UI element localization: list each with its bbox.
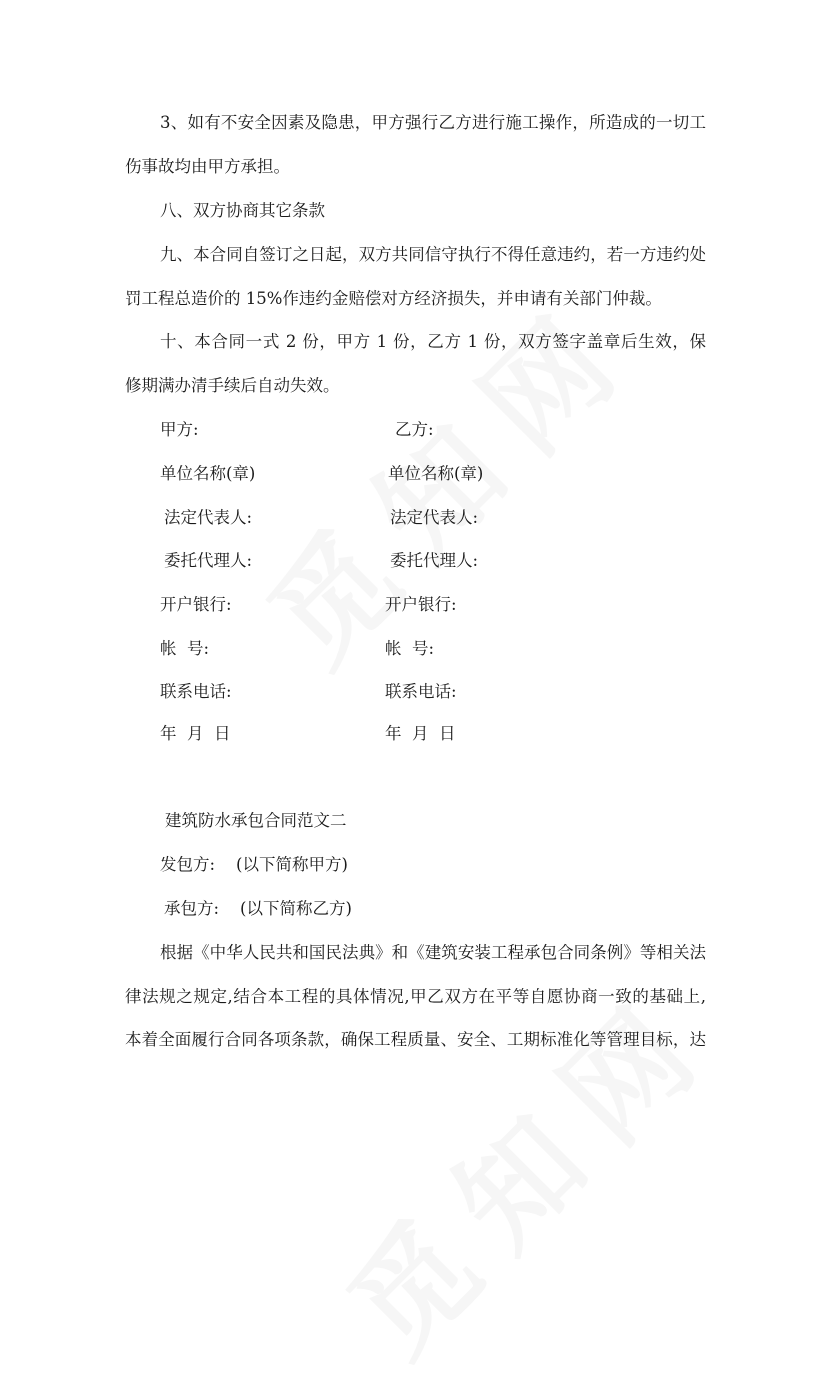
party-b-account: 帐 号: [385, 639, 435, 658]
clause-8: 八、双方协商其它条款 [160, 201, 325, 220]
party-a-agent: 委托代理人: [164, 551, 253, 570]
party-a-phone: 联系电话: [160, 682, 232, 701]
party-a-date: 年 月 日 [160, 724, 231, 743]
party-b-unit: 单位名称(章) [388, 464, 484, 483]
party-b-phone: 联系电话: [385, 682, 457, 701]
party-b-bank: 开户银行: [385, 595, 457, 614]
intro-paragraph-line-2: 律法规之规定,结合本工程的具体情况,甲乙双方在平等自愿协商一致的基础上, [125, 987, 706, 1006]
party-a-unit: 单位名称(章) [160, 464, 256, 483]
intro-paragraph-line-1: 根据《中华人民共和国民法典》和《建筑安装工程承包合同条例》等相关法 [160, 943, 706, 962]
employer-line: 发包方: (以下简称甲方) [160, 855, 348, 874]
intro-paragraph-line-3: 本着全面履行合同各项条款，确保工程质量、安全、工期标准化等管理目标，达 [125, 1030, 706, 1049]
clause-10-line-2: 修期满办清手续后自动失效。 [125, 376, 340, 395]
clause-3-line-2: 伤事故均由甲方承担。 [125, 157, 290, 176]
watermark-bottom [305, 946, 745, 1386]
contractor-line: 承包方: (以下简称乙方) [164, 899, 352, 918]
party-a-legal-rep: 法定代表人: [164, 508, 253, 527]
clause-3-line-1: 3、如有不安全因素及隐患，甲方强行乙方进行施工操作，所造成的一切工 [160, 113, 706, 132]
party-a-label: 甲方: [160, 420, 199, 439]
contract-two-title: 建筑防水承包合同范文二 [165, 811, 347, 830]
clause-10-line-1: 十、本合同一式 2 份，甲方 1 份，乙方 1 份，双方签字盖章后生效，保 [160, 332, 706, 351]
clause-9-line-2: 罚工程总造价的 15%作违约金赔偿对方经济损失，并申请有关部门仲裁。 [125, 289, 662, 308]
party-b-date: 年 月 日 [385, 724, 456, 743]
party-a-bank: 开户银行: [160, 595, 232, 614]
party-b-legal-rep: 法定代表人: [390, 508, 479, 527]
party-b-label: 乙方: [395, 420, 434, 439]
party-a-account: 帐 号: [160, 639, 210, 658]
party-b-agent: 委托代理人: [390, 551, 479, 570]
clause-9-line-1: 九、本合同自签订之日起，双方共同信守执行不得任意违约，若一方违约处 [160, 245, 706, 264]
